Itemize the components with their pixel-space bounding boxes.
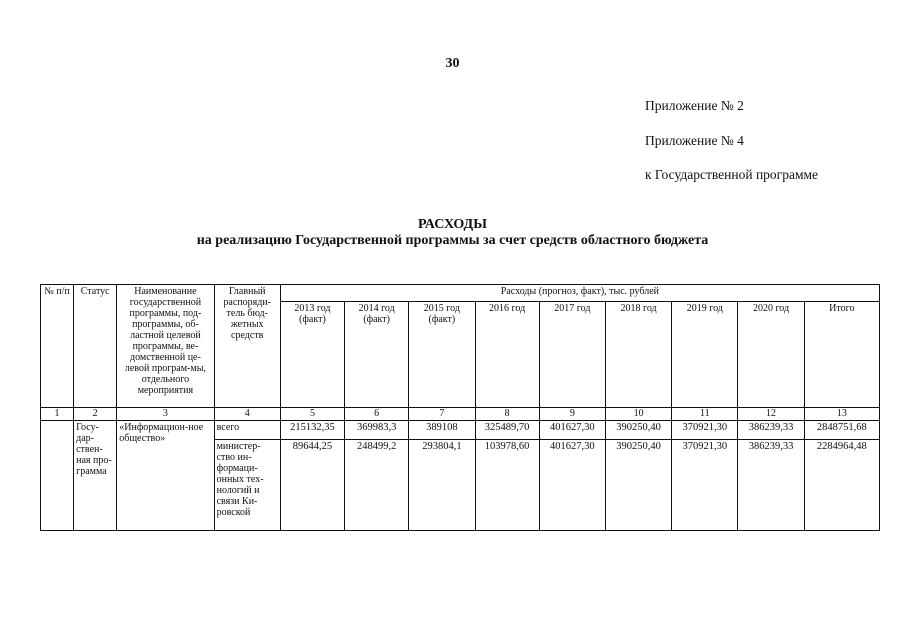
column-number: 12 <box>738 408 804 421</box>
value-cell: 370921,30 <box>672 421 738 440</box>
value-cell: 103978,60 <box>475 440 539 531</box>
value-cell: 325489,70 <box>475 421 539 440</box>
table-row <box>41 421 880 440</box>
header-num: № п/п <box>41 285 74 408</box>
column-number: 9 <box>539 408 605 421</box>
header-year: 2019 год <box>672 302 738 408</box>
header-year: 2017 год <box>539 302 605 408</box>
value-cell: 293804,1 <box>409 440 475 531</box>
header-year: 2018 год <box>605 302 671 408</box>
column-number: 13 <box>804 408 879 421</box>
row-num <box>41 421 74 531</box>
value-cell: 389108 <box>409 421 475 440</box>
header-year: 2016 год <box>475 302 539 408</box>
header-year: 2020 год <box>738 302 804 408</box>
appendix-line-2: Приложение № 4 <box>645 133 744 148</box>
header-name: Наименование государственной программы, под-программы, об-ластной целевой программы, ве-домственной це-левой програм-мы, отдельного мероприятия <box>117 285 214 408</box>
header-year: 2014 год (факт) <box>345 302 409 408</box>
column-number-row <box>41 408 880 421</box>
header-row-1 <box>41 285 880 302</box>
column-number: 1 <box>41 408 74 421</box>
value-cell: 215132,35 <box>280 421 344 440</box>
column-number: 6 <box>345 408 409 421</box>
page-number: 30 <box>445 56 460 71</box>
document-subtitle: на реализацию Государственной программы за счет средств областного бюджета <box>196 233 709 248</box>
value-cell: 370921,30 <box>672 440 738 531</box>
appendix-line-1: Приложение № 2 <box>645 98 744 113</box>
column-number: 5 <box>280 408 344 421</box>
value-cell-total: 2848751,68 <box>804 421 879 440</box>
header-status: Статус <box>74 285 117 408</box>
value-cell: 401627,30 <box>539 440 605 531</box>
value-cell: 386239,33 <box>738 421 804 440</box>
header-manager: Главный распоряди-тель бюд-жетных средств <box>214 285 280 408</box>
value-cell: 248499,2 <box>345 440 409 531</box>
column-number: 11 <box>672 408 738 421</box>
row-name: «Информацион-ное общество» <box>117 421 214 531</box>
value-cell: 89644,25 <box>280 440 344 531</box>
value-cell: 369983,3 <box>345 421 409 440</box>
header-year: 2013 год (факт) <box>280 302 344 408</box>
column-number: 4 <box>214 408 280 421</box>
header-total: Итого <box>804 302 879 408</box>
row-manager: министер-ство ин-формаци-онных тех-нологий и связи Ки-ровской <box>214 440 280 531</box>
row-manager: всего <box>214 421 280 440</box>
value-cell: 390250,40 <box>605 440 671 531</box>
value-cell-total: 2284964,48 <box>804 440 879 531</box>
appendix-line-3: к Государственной программе <box>645 167 819 182</box>
document-title: РАСХОДЫ <box>418 217 487 232</box>
value-cell: 386239,33 <box>738 440 804 531</box>
value-cell: 390250,40 <box>605 421 671 440</box>
value-cell: 401627,30 <box>539 421 605 440</box>
header-year: 2015 год (факт) <box>409 302 475 408</box>
column-number: 8 <box>475 408 539 421</box>
column-number: 3 <box>117 408 214 421</box>
expenses-table <box>40 284 880 531</box>
header-expenses-group: Расходы (прогноз, факт), тыс. рублей <box>280 285 879 302</box>
column-number: 10 <box>605 408 671 421</box>
column-number: 7 <box>409 408 475 421</box>
row-status: Госу-дар-ствен-ная про-грамма <box>74 421 117 531</box>
column-number: 2 <box>74 408 117 421</box>
